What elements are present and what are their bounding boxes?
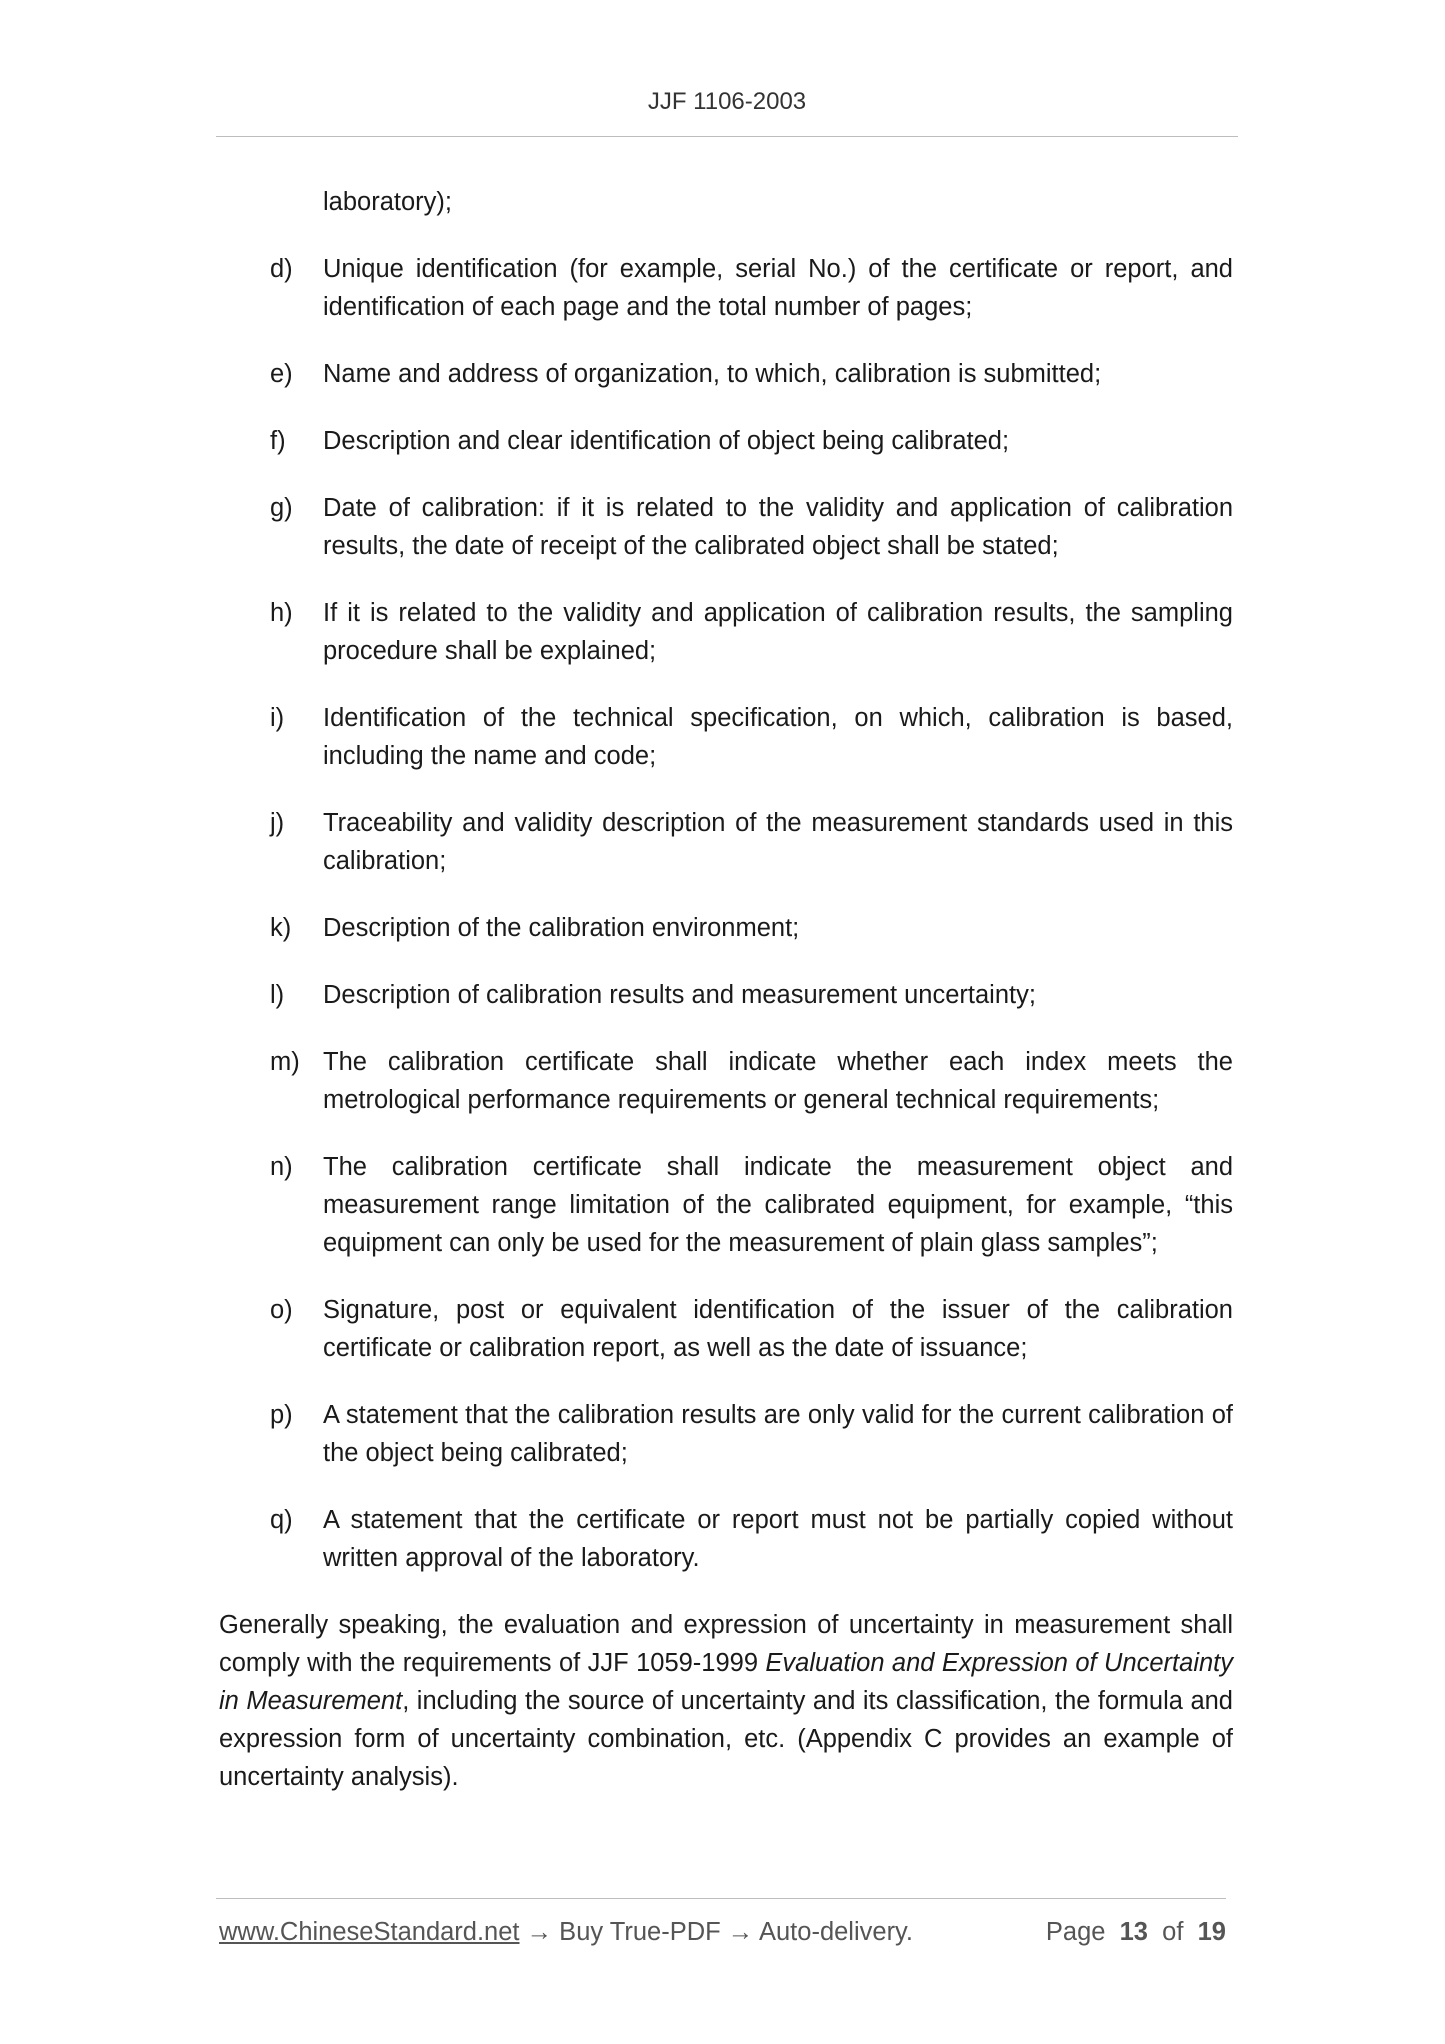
list-item-label: i) — [270, 704, 285, 732]
page-footer — [219, 1918, 1226, 1947]
list-item — [219, 489, 1233, 565]
footer-promo — [219, 1918, 913, 1947]
list-item-text: Description and clear identification of object being calibrated; — [323, 427, 1010, 455]
list-item — [219, 909, 1233, 947]
footer-promo-text: → Buy True-PDF → Auto-delivery. — [519, 1918, 913, 1946]
website-link[interactable]: www.ChineseStandard.net — [219, 1918, 520, 1946]
list-item-label: n) — [270, 1153, 293, 1181]
list-item-label: f) — [270, 427, 286, 455]
list-item-label: o) — [270, 1296, 293, 1324]
list-item — [219, 250, 1233, 326]
list-item — [219, 699, 1233, 775]
list-item — [219, 355, 1233, 393]
list-item-text: Date of calibration: if it is related to the validity and application of calibration results, the date of receipt of the calibrated object shall be stated; — [323, 494, 1233, 560]
list-item — [219, 804, 1233, 880]
list-item-label: q) — [270, 1506, 293, 1534]
list-item-text: Name and address of organization, to which, calibration is submitted; — [323, 360, 1102, 388]
uncertainty-paragraph — [219, 1606, 1233, 1796]
continued-text: laboratory); — [323, 188, 452, 216]
list-item-label: e) — [270, 360, 293, 388]
page-label: Page — [1045, 1918, 1106, 1946]
list-item-label: m) — [270, 1048, 300, 1076]
list-item-text: The calibration certificate shall indicate whether each index meets the metrological performance requirements or general technical requirements; — [323, 1048, 1233, 1114]
list-item — [219, 422, 1233, 460]
list-item-label: l) — [270, 981, 285, 1009]
footer-divider — [216, 1898, 1226, 1899]
list-item-text: Description of the calibration environment; — [323, 914, 800, 942]
list-item-text: A statement that the calibration results are only valid for the current calibration of the object being calibrated; — [323, 1401, 1233, 1467]
list-item-label: g) — [270, 494, 293, 522]
list-item-text: If it is related to the validity and application of calibration results, the sampling procedure shall be explained; — [323, 599, 1233, 665]
list-item-text: Traceability and validity description of the measurement standards used in this calibration; — [323, 809, 1233, 875]
header-divider — [216, 136, 1238, 137]
list-item-label: j) — [270, 809, 285, 837]
referenced-standard-title: Evaluation and Expression of Uncertainty in Measurement — [219, 1649, 1233, 1715]
list-item — [219, 1396, 1233, 1472]
list-item-text: The calibration certificate shall indicate the measurement object and measurement range limitation of the calibrated equipment, for example, “this equipment can only be used for the measurement of plain glass samples”; — [323, 1153, 1233, 1257]
list-item-text: Identification of the technical specification, on which, calibration is based, including the name and code; — [323, 704, 1233, 770]
list-item-label: h) — [270, 599, 293, 627]
list-item-label: p) — [270, 1401, 293, 1429]
paragraph-text: , including the source of uncertainty and its classification, the formula and expression form of uncertainty combination, etc. (Appendix C provides an example of uncertainty analysis). — [219, 1687, 1233, 1791]
list-item-text: Unique identification (for example, serial No.) of the certificate or report, and identification of each page and the total number of pages; — [323, 255, 1233, 321]
page-header: JJF 1106-2003 — [647, 88, 807, 115]
list-item — [219, 1148, 1233, 1262]
list-item — [219, 1291, 1233, 1367]
list-item — [219, 1501, 1233, 1577]
list-item-label: k) — [270, 914, 292, 942]
list-item-text: Description of calibration results and measurement uncertainty; — [323, 981, 1036, 1009]
list-item-label: d) — [270, 255, 293, 283]
list-item-text: A statement that the certificate or report must not be partially copied without written approval of the laboratory. — [323, 1506, 1233, 1572]
list-item — [219, 976, 1233, 1014]
list-item-text: Signature, post or equivalent identification of the issuer of the calibration certificate or calibration report, as well as the date of issuance; — [323, 1296, 1233, 1362]
paragraph-text: Generally speaking, the evaluation and expression of uncertainty in measurement shall comply with the requirements of JJF 1059-1999 — [219, 1611, 1233, 1677]
list-item — [219, 594, 1233, 670]
requirement-list — [219, 250, 1233, 1577]
current-page: 13 — [1119, 1918, 1148, 1946]
total-pages: 19 — [1197, 1918, 1226, 1946]
document-body — [219, 183, 1233, 1796]
list-item — [219, 1043, 1233, 1119]
of-label: of — [1162, 1918, 1184, 1946]
page-number — [1046, 1918, 1226, 1947]
